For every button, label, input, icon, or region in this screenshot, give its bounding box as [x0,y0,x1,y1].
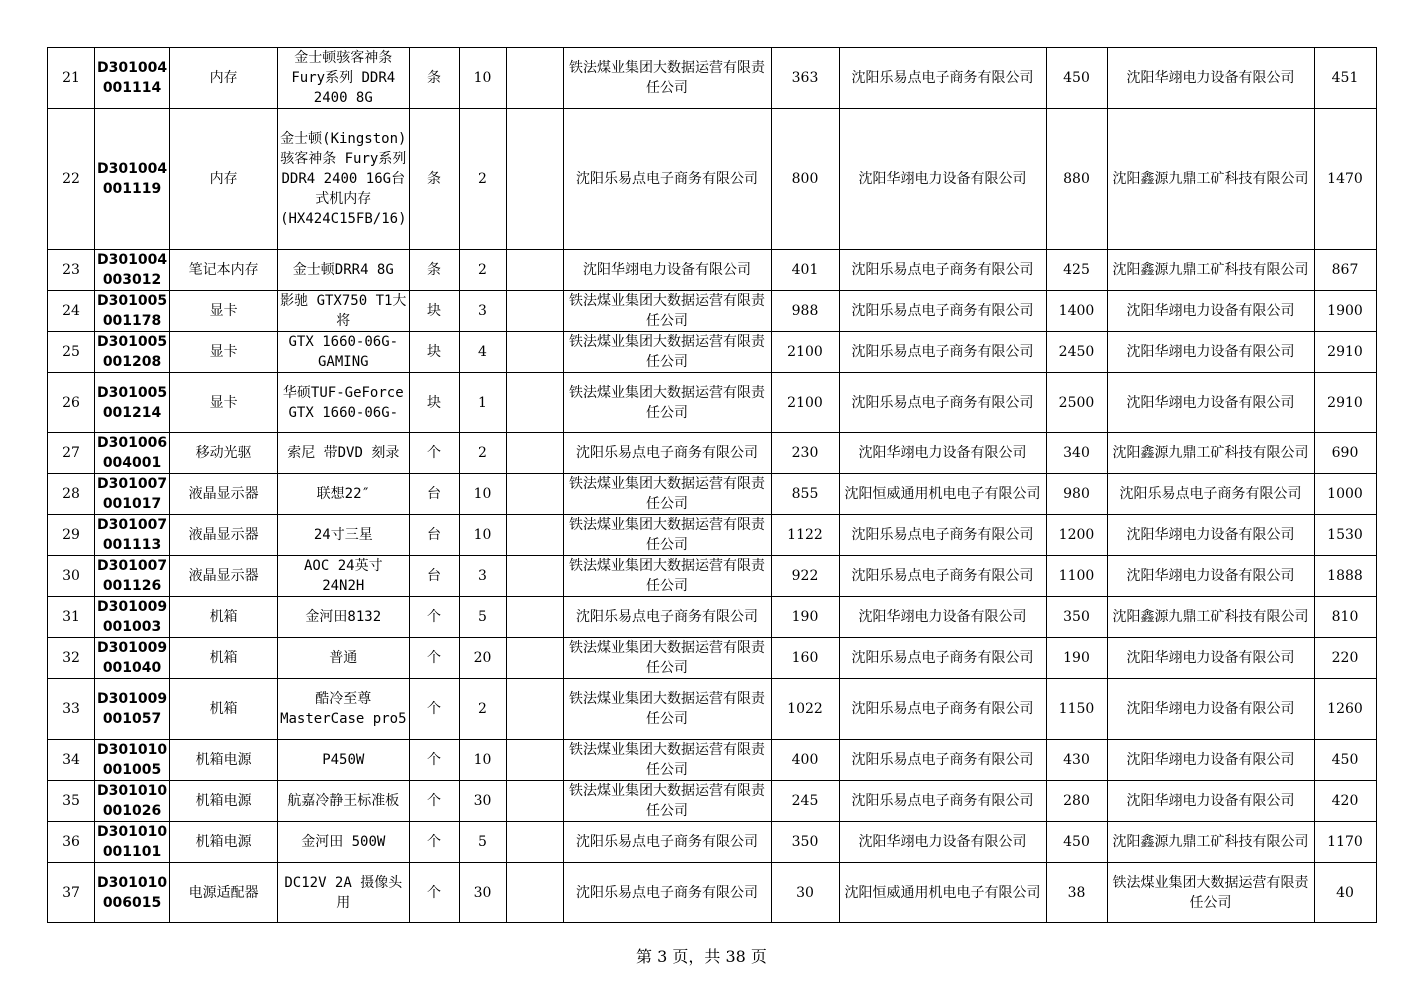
supplier-3: 沈阳华翊电力设备有限公司 [1107,373,1314,433]
price-2: 980 [1046,474,1107,515]
price-2: 350 [1046,597,1107,638]
supplier-3: 沈阳华翊电力设备有限公司 [1107,515,1314,556]
price-1: 401 [771,250,839,291]
row-number: 21 [48,48,95,109]
material-code: D301005 001214 [95,373,170,433]
price-1: 160 [771,638,839,679]
supplier-3: 沈阳华翊电力设备有限公司 [1107,638,1314,679]
item-name: 显卡 [170,373,278,433]
price-2: 1150 [1046,679,1107,740]
supplier-2: 沈阳乐易点电子商务有限公司 [839,740,1046,781]
supplier-2: 沈阳华翊电力设备有限公司 [839,109,1046,250]
blank-cell [506,781,563,822]
item-spec: 金河田8132 [278,597,409,638]
supplier-2: 沈阳乐易点电子商务有限公司 [839,679,1046,740]
row-number: 35 [48,781,95,822]
price-1: 2100 [771,373,839,433]
material-code: D301007 001126 [95,556,170,597]
price-3: 1900 [1314,291,1376,332]
table-row [48,48,1377,109]
price-3: 40 [1314,863,1376,923]
item-spec: 金士顿骇客神条Fury系列 DDR4 2400 8G [278,48,409,109]
table-row [48,291,1377,332]
unit: 条 [409,48,459,109]
row-number: 24 [48,291,95,332]
table-row [48,109,1377,250]
row-number: 33 [48,679,95,740]
quantity: 30 [459,781,506,822]
item-name: 机箱电源 [170,822,278,863]
table-row [48,597,1377,638]
blank-cell [506,291,563,332]
supplier-1: 铁法煤业集团大数据运营有限责任公司 [563,515,771,556]
row-number: 29 [48,515,95,556]
supplier-2: 沈阳乐易点电子商务有限公司 [839,250,1046,291]
price-2: 425 [1046,250,1107,291]
unit: 个 [409,638,459,679]
item-spec: 金士顿DRR4 8G [278,250,409,291]
price-1: 400 [771,740,839,781]
price-1: 1122 [771,515,839,556]
price-3: 2910 [1314,332,1376,373]
material-code: D301010 006015 [95,863,170,923]
blank-cell [506,638,563,679]
supplier-1: 铁法煤业集团大数据运营有限责任公司 [563,373,771,433]
price-1: 350 [771,822,839,863]
unit: 个 [409,822,459,863]
row-number: 34 [48,740,95,781]
blank-cell [506,822,563,863]
quantity: 5 [459,597,506,638]
blank-cell [506,740,563,781]
supplier-2: 沈阳乐易点电子商务有限公司 [839,638,1046,679]
row-number: 26 [48,373,95,433]
supplier-2: 沈阳乐易点电子商务有限公司 [839,332,1046,373]
price-1: 2100 [771,332,839,373]
blank-cell [506,515,563,556]
supplier-3: 沈阳华翊电力设备有限公司 [1107,781,1314,822]
supplier-3: 沈阳乐易点电子商务有限公司 [1107,474,1314,515]
quantity: 10 [459,48,506,109]
supplier-2: 沈阳恒威通用机电电子有限公司 [839,863,1046,923]
material-code: D301009 001003 [95,597,170,638]
table-row [48,781,1377,822]
table-row [48,638,1377,679]
row-number: 36 [48,822,95,863]
item-spec: 酷冷至尊MasterCase pro5 [278,679,409,740]
quantity: 2 [459,433,506,474]
supplier-2: 沈阳乐易点电子商务有限公司 [839,515,1046,556]
unit: 台 [409,474,459,515]
row-number: 27 [48,433,95,474]
supplier-3: 沈阳华翊电力设备有限公司 [1107,48,1314,109]
unit: 条 [409,250,459,291]
unit: 块 [409,373,459,433]
supplier-2: 沈阳乐易点电子商务有限公司 [839,781,1046,822]
unit: 个 [409,433,459,474]
blank-cell [506,863,563,923]
blank-cell [506,332,563,373]
price-2: 880 [1046,109,1107,250]
price-2: 1200 [1046,515,1107,556]
supplier-3: 沈阳华翊电力设备有限公司 [1107,556,1314,597]
material-code: D301007 001017 [95,474,170,515]
supplier-1: 铁法煤业集团大数据运营有限责任公司 [563,781,771,822]
quantity: 3 [459,291,506,332]
supplier-3: 沈阳华翊电力设备有限公司 [1107,740,1314,781]
unit: 条 [409,109,459,250]
supplier-2: 沈阳乐易点电子商务有限公司 [839,291,1046,332]
item-spec: 金河田 500W [278,822,409,863]
row-number: 31 [48,597,95,638]
unit: 个 [409,740,459,781]
item-spec: 联想22″ [278,474,409,515]
price-1: 800 [771,109,839,250]
price-comparison-table [47,47,1377,923]
item-name: 移动光驱 [170,433,278,474]
material-code: D301005 001178 [95,291,170,332]
table-row [48,373,1377,433]
supplier-1: 铁法煤业集团大数据运营有限责任公司 [563,291,771,332]
supplier-2: 沈阳乐易点电子商务有限公司 [839,48,1046,109]
material-code: D301004 003012 [95,250,170,291]
material-code: D301005 001208 [95,332,170,373]
unit: 台 [409,515,459,556]
material-code: D301010 001101 [95,822,170,863]
price-2: 190 [1046,638,1107,679]
unit: 块 [409,332,459,373]
supplier-1: 铁法煤业集团大数据运营有限责任公司 [563,556,771,597]
item-spec: 华硕TUF-GeForce GTX 1660-06G- [278,373,409,433]
supplier-1: 沈阳乐易点电子商务有限公司 [563,822,771,863]
quantity: 2 [459,250,506,291]
price-2: 450 [1046,48,1107,109]
quantity: 10 [459,474,506,515]
blank-cell [506,597,563,638]
quantity: 5 [459,822,506,863]
item-spec: 索尼 带DVD 刻录 [278,433,409,474]
unit: 台 [409,556,459,597]
blank-cell [506,250,563,291]
supplier-3: 沈阳鑫源九鼎工矿科技有限公司 [1107,250,1314,291]
price-1: 363 [771,48,839,109]
supplier-1: 沈阳华翊电力设备有限公司 [563,250,771,291]
price-3: 1260 [1314,679,1376,740]
quantity: 1 [459,373,506,433]
table-row [48,679,1377,740]
material-code: D301006 004001 [95,433,170,474]
item-name: 机箱 [170,638,278,679]
blank-cell [506,679,563,740]
price-3: 1888 [1314,556,1376,597]
blank-cell [506,48,563,109]
table-row [48,474,1377,515]
supplier-3: 铁法煤业集团大数据运营有限责任公司 [1107,863,1314,923]
item-name: 笔记本内存 [170,250,278,291]
blank-cell [506,109,563,250]
quantity: 2 [459,679,506,740]
quantity: 30 [459,863,506,923]
row-number: 30 [48,556,95,597]
supplier-1: 铁法煤业集团大数据运营有限责任公司 [563,679,771,740]
page-footer: 第 3 页，共 38 页 [636,947,767,966]
table-row [48,250,1377,291]
price-3: 1170 [1314,822,1376,863]
item-spec: 金士顿(Kingston)骇客神条 Fury系列DDR4 2400 16G台式机内存(HX424C15FB/16) [278,109,409,250]
blank-cell [506,373,563,433]
supplier-2: 沈阳华翊电力设备有限公司 [839,433,1046,474]
supplier-3: 沈阳华翊电力设备有限公司 [1107,332,1314,373]
item-spec: AOC 24英寸 24N2H [278,556,409,597]
item-name: 显卡 [170,291,278,332]
quantity: 2 [459,109,506,250]
supplier-2: 沈阳华翊电力设备有限公司 [839,597,1046,638]
quantity: 4 [459,332,506,373]
item-spec: GTX 1660-06G-GAMING [278,332,409,373]
table-body [48,48,1377,923]
material-code: D301010 001005 [95,740,170,781]
supplier-2: 沈阳恒威通用机电电子有限公司 [839,474,1046,515]
quantity: 20 [459,638,506,679]
item-name: 液晶显示器 [170,474,278,515]
row-number: 23 [48,250,95,291]
supplier-3: 沈阳鑫源九鼎工矿科技有限公司 [1107,822,1314,863]
price-3: 451 [1314,48,1376,109]
material-code: D301010 001026 [95,781,170,822]
price-1: 230 [771,433,839,474]
table-row [48,822,1377,863]
unit: 个 [409,679,459,740]
item-name: 机箱电源 [170,740,278,781]
supplier-2: 沈阳乐易点电子商务有限公司 [839,373,1046,433]
price-3: 450 [1314,740,1376,781]
item-spec: P450W [278,740,409,781]
material-code: D301009 001040 [95,638,170,679]
blank-cell [506,556,563,597]
quantity: 3 [459,556,506,597]
item-name: 机箱 [170,679,278,740]
price-1: 855 [771,474,839,515]
price-1: 988 [771,291,839,332]
price-3: 690 [1314,433,1376,474]
supplier-1: 铁法煤业集团大数据运营有限责任公司 [563,332,771,373]
item-spec: 航嘉冷静王标准板 [278,781,409,822]
price-2: 2450 [1046,332,1107,373]
price-3: 867 [1314,250,1376,291]
supplier-2: 沈阳乐易点电子商务有限公司 [839,556,1046,597]
price-2: 450 [1046,822,1107,863]
price-2: 1100 [1046,556,1107,597]
item-name: 电源适配器 [170,863,278,923]
table-row [48,863,1377,923]
table-row [48,332,1377,373]
material-code: D301007 001113 [95,515,170,556]
price-3: 810 [1314,597,1376,638]
price-1: 190 [771,597,839,638]
unit: 个 [409,863,459,923]
material-code: D301009 001057 [95,679,170,740]
row-number: 37 [48,863,95,923]
item-spec: 影驰 GTX750 T1大将 [278,291,409,332]
price-2: 2500 [1046,373,1107,433]
row-number: 22 [48,109,95,250]
unit: 块 [409,291,459,332]
table-row [48,740,1377,781]
item-spec: DC12V 2A 摄像头用 [278,863,409,923]
supplier-1: 沈阳乐易点电子商务有限公司 [563,109,771,250]
item-name: 液晶显示器 [170,515,278,556]
price-3: 220 [1314,638,1376,679]
supplier-1: 铁法煤业集团大数据运营有限责任公司 [563,638,771,679]
row-number: 28 [48,474,95,515]
item-name: 显卡 [170,332,278,373]
supplier-3: 沈阳鑫源九鼎工矿科技有限公司 [1107,433,1314,474]
supplier-1: 铁法煤业集团大数据运营有限责任公司 [563,474,771,515]
row-number: 25 [48,332,95,373]
price-3: 420 [1314,781,1376,822]
supplier-3: 沈阳鑫源九鼎工矿科技有限公司 [1107,109,1314,250]
table-row [48,515,1377,556]
supplier-1: 铁法煤业集团大数据运营有限责任公司 [563,740,771,781]
supplier-3: 沈阳华翊电力设备有限公司 [1107,679,1314,740]
price-2: 430 [1046,740,1107,781]
supplier-1: 沈阳乐易点电子商务有限公司 [563,597,771,638]
supplier-3: 沈阳华翊电力设备有限公司 [1107,291,1314,332]
blank-cell [506,433,563,474]
item-name: 机箱 [170,597,278,638]
price-3: 2910 [1314,373,1376,433]
supplier-1: 铁法煤业集团大数据运营有限责任公司 [563,48,771,109]
table-row [48,556,1377,597]
price-2: 280 [1046,781,1107,822]
table-row [48,433,1377,474]
price-2: 38 [1046,863,1107,923]
price-3: 1530 [1314,515,1376,556]
item-name: 液晶显示器 [170,556,278,597]
price-3: 1000 [1314,474,1376,515]
material-code: D301004 001119 [95,109,170,250]
price-1: 30 [771,863,839,923]
material-code: D301004 001114 [95,48,170,109]
quantity: 10 [459,740,506,781]
blank-cell [506,474,563,515]
unit: 个 [409,781,459,822]
item-spec: 24寸三星 [278,515,409,556]
supplier-2: 沈阳华翊电力设备有限公司 [839,822,1046,863]
item-name: 机箱电源 [170,781,278,822]
supplier-1: 沈阳乐易点电子商务有限公司 [563,433,771,474]
price-1: 1022 [771,679,839,740]
unit: 个 [409,597,459,638]
quantity: 10 [459,515,506,556]
price-3: 1470 [1314,109,1376,250]
price-1: 922 [771,556,839,597]
item-name: 内存 [170,48,278,109]
price-1: 245 [771,781,839,822]
item-name: 内存 [170,109,278,250]
supplier-1: 沈阳乐易点电子商务有限公司 [563,863,771,923]
price-2: 340 [1046,433,1107,474]
row-number: 32 [48,638,95,679]
item-spec: 普通 [278,638,409,679]
supplier-3: 沈阳鑫源九鼎工矿科技有限公司 [1107,597,1314,638]
price-2: 1400 [1046,291,1107,332]
